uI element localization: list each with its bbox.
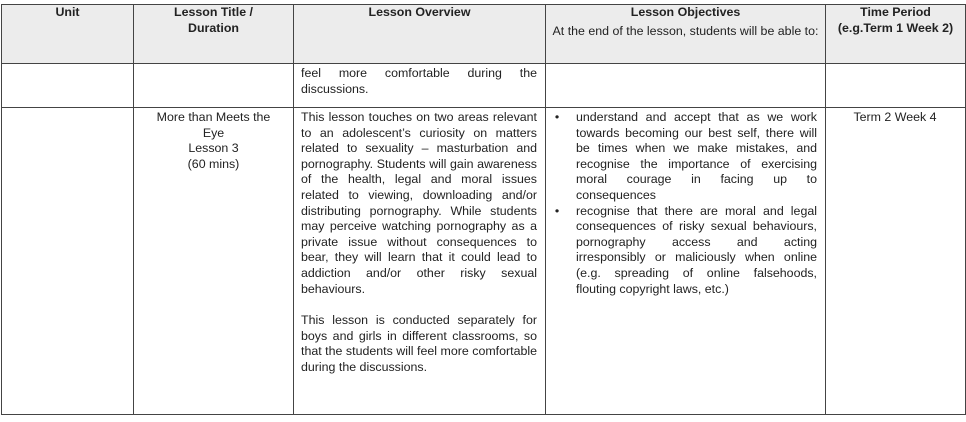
continued-title-cell [134,64,294,108]
time-period-value: Term 2 Week 4 [853,110,937,124]
lesson-title-cell [134,108,294,415]
header-objectives-subtitle: At the end of the lesson, students will be able to: [552,23,819,38]
header-lesson-title [134,5,294,64]
header-unit-label: Unit [55,5,80,19]
objective-item [554,110,817,204]
lesson-overview-cell [294,108,546,415]
continued-overview-text: feel more comfortable during the discussions. [301,66,537,96]
overview-paragraph-1: This lesson touches on two areas relevant to an adolescent’s curiosity on matters related to sexuality – masturbation and pornography. Students will gain awareness of the health, legal and moral issues related to viewing, downloading and/or distributing pornography. While students may perceive watching pornography as a private issue without consequences to bear, they will learn that it could lead to addiction and/or other risky sexual behaviours. [301,110,537,296]
lesson-title: More than Meets the Eye [156,110,271,140]
objective-text: understand and accept that as we work towards becoming our best self, there will be times when we make mistakes, and recognise the importance of exercising moral courage in facing up to consequences [576,110,817,202]
continued-overview-cell [294,64,546,108]
header-unit [2,5,134,64]
lesson-duration: (60 mins) [187,156,240,171]
objective-item [554,203,817,298]
objectives-list [546,110,817,297]
continued-unit-cell [2,64,134,108]
header-title-line1: Lesson Title / [174,5,253,19]
continued-row [2,64,966,108]
header-lesson-overview [294,5,546,64]
overview-paragraph-2: This lesson is conducted separately for boys and girls in different classrooms, so that the students will feel more comfortable during the discussions. [301,313,537,374]
lesson-plan-table [1,4,966,415]
lesson-row [2,108,966,415]
header-time-line2: (e.g.Term 1 Week 2) [837,20,954,35]
lesson-time-cell [826,108,966,415]
continued-time-cell [826,64,966,108]
bullet-icon: • [554,203,560,218]
continued-objectives-cell [546,64,826,108]
header-time-period [826,5,966,64]
header-overview-label: Lesson Overview [368,5,471,19]
header-objectives-label: Lesson Objectives [630,5,741,19]
objective-text: recognise that there are moral and legal consequences of risky sexual behaviours, pornography access and acting irresponsibly or maliciously when online (e.g. spreading of online falsehoods, flouting copyright laws, etc.) [576,203,817,296]
lesson-unit-cell [2,108,134,415]
header-time-line1: Time Period [860,5,931,19]
bullet-icon: • [554,110,560,124]
header-lesson-objectives [546,5,826,64]
lesson-number: Lesson 3 [188,141,239,156]
lesson-objectives-cell [546,108,826,415]
header-row [2,5,966,64]
header-title-line2: Duration [188,20,239,35]
